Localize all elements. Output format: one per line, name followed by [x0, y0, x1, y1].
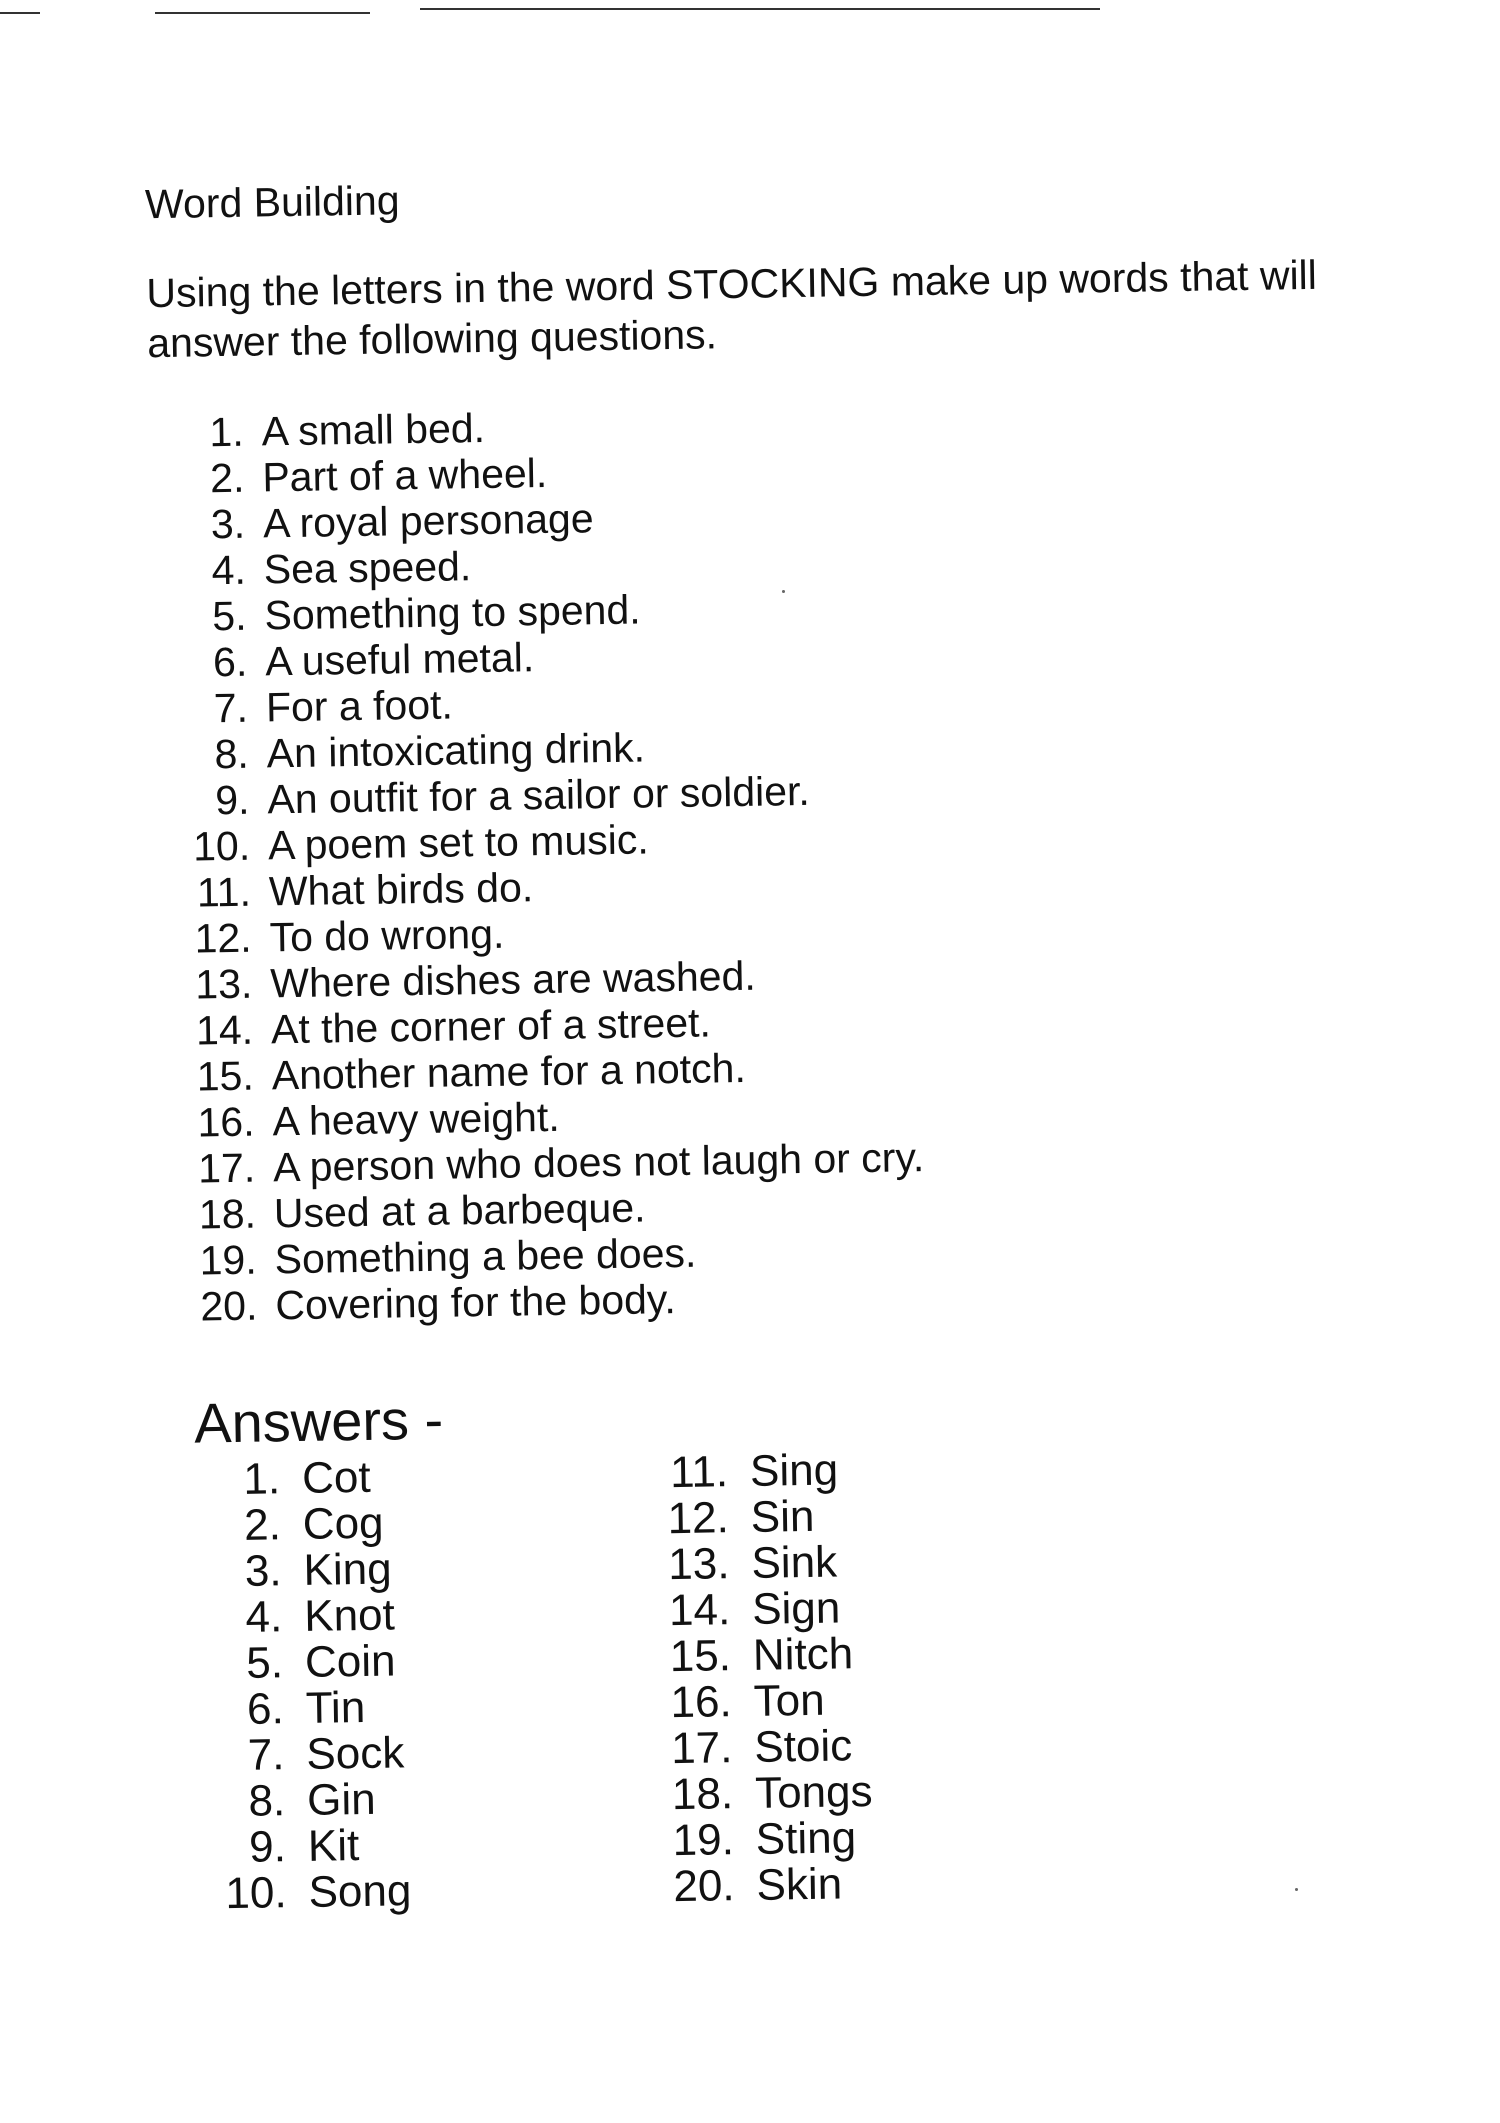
answer-item: [205, 1776, 410, 1825]
question-text: A useful metal.: [264, 634, 535, 685]
question-number: 16.: [197, 1098, 255, 1146]
answer-text: King: [303, 1544, 392, 1595]
answer-item: [200, 1454, 405, 1503]
answer-item: [206, 1868, 411, 1917]
answer-number: 16.: [670, 1677, 733, 1728]
answer-number: 14.: [668, 1585, 731, 1636]
answer-number: 12.: [667, 1493, 730, 1544]
answer-text: Cog: [302, 1498, 384, 1549]
question-text: Used at a barbeque.: [273, 1184, 646, 1237]
answer-text: Sting: [755, 1813, 857, 1864]
question-text: Another name for a notch.: [271, 1044, 747, 1099]
question-number: 10.: [192, 822, 251, 870]
answer-number: 15.: [669, 1631, 732, 1682]
answer-text: Sock: [306, 1728, 405, 1779]
question-text: A person who does not laugh or cry.: [272, 1134, 925, 1191]
answer-text: Kit: [307, 1821, 360, 1871]
question-number: 9.: [214, 776, 250, 824]
answer-number: 20.: [672, 1861, 735, 1912]
answers-list-left: [200, 1454, 412, 1917]
instructions-text: Using the letters in the word STOCKING make up words that will answer the following questions.: [146, 251, 1318, 367]
answer-text: Song: [308, 1866, 412, 1917]
question-number: 6.: [212, 638, 248, 686]
scan-speck: [782, 590, 785, 593]
answer-item: [206, 1822, 411, 1871]
question-number: 3.: [210, 500, 246, 548]
page-title: Word Building: [144, 177, 400, 228]
answer-text: Skin: [756, 1859, 843, 1910]
answer-text: Cot: [301, 1452, 371, 1503]
question-text: To do wrong.: [269, 910, 505, 961]
question-text: An intoxicating drink.: [266, 724, 646, 777]
answer-item: [654, 1861, 874, 1910]
answer-item: [204, 1730, 409, 1779]
answers-list-right: [648, 1447, 875, 1910]
question-text: Covering for the body.: [275, 1276, 677, 1329]
answer-text: Coin: [304, 1636, 396, 1687]
answer-number: 6.: [246, 1684, 285, 1734]
answer-number: 5.: [245, 1638, 284, 1688]
question-number: 7.: [213, 684, 249, 732]
answer-text: Tin: [305, 1682, 366, 1733]
answer-number: 13.: [667, 1539, 730, 1590]
answer-item: [203, 1638, 408, 1687]
answer-text: Stoic: [753, 1721, 853, 1772]
question-number: 11.: [196, 868, 252, 916]
question-text: For a foot.: [265, 681, 454, 731]
answer-text: Sin: [750, 1491, 815, 1542]
question-number: 15.: [196, 1052, 255, 1100]
question-number: 1.: [209, 408, 245, 456]
question-text: A poem set to music.: [267, 816, 650, 869]
question-text: A heavy weight.: [272, 1093, 560, 1145]
question-text: What birds do.: [268, 864, 534, 915]
question-text: Where dishes are washed.: [269, 952, 757, 1007]
answer-number: 19.: [672, 1815, 735, 1866]
question-number: 2.: [209, 454, 245, 502]
question-text: Something a bee does.: [274, 1229, 697, 1283]
answer-item: [652, 1723, 872, 1772]
answer-item: [648, 1493, 868, 1542]
answer-item: [200, 1500, 405, 1549]
question-text: A small bed.: [261, 404, 486, 455]
answer-item: [202, 1592, 407, 1641]
answer-item: [653, 1769, 873, 1818]
answer-number: 4.: [245, 1592, 283, 1642]
question-text: At the corner of a street.: [270, 999, 712, 1053]
answer-item: [649, 1539, 869, 1588]
answer-number: 3.: [244, 1546, 282, 1596]
question-number: 8.: [214, 730, 250, 778]
scan-speck: [1295, 1888, 1298, 1891]
answer-number: 1.: [243, 1454, 281, 1504]
question-number: 13.: [194, 960, 253, 1008]
answer-number: 7.: [247, 1730, 285, 1780]
question-text: Something to spend.: [264, 586, 641, 639]
question-number: 19.: [199, 1236, 258, 1284]
answer-text: Gin: [306, 1774, 377, 1825]
answer-text: Knot: [303, 1590, 396, 1641]
answer-item: [651, 1631, 871, 1680]
answer-number: 18.: [671, 1769, 734, 1820]
question-text: Part of a wheel.: [262, 449, 548, 501]
answer-text: Nitch: [752, 1629, 854, 1680]
answer-item: [653, 1815, 873, 1864]
question-text: A royal personage: [262, 495, 594, 547]
answer-item: [648, 1447, 868, 1496]
answer-number: 2.: [243, 1500, 282, 1550]
question-text: An outfit for a sailor or soldier.: [267, 767, 811, 823]
answer-item: [651, 1677, 871, 1726]
answer-number: 10.: [225, 1868, 287, 1919]
answer-text: Sing: [749, 1445, 839, 1496]
answer-item: [650, 1585, 870, 1634]
answer-number: 8.: [248, 1776, 286, 1826]
answer-number: 11.: [669, 1447, 729, 1498]
answer-text: Tongs: [754, 1767, 873, 1818]
question-number: 4.: [211, 546, 247, 594]
question-number: 12.: [194, 914, 252, 962]
question-number: 17.: [197, 1144, 256, 1192]
answer-text: Ton: [753, 1675, 825, 1726]
answer-number: 17.: [670, 1723, 733, 1774]
question-text: Sea speed.: [263, 543, 472, 593]
answers-heading: Answers -: [193, 1387, 444, 1455]
questions-list: [163, 398, 926, 1330]
answer-item: [201, 1546, 406, 1595]
answer-item: [203, 1684, 408, 1733]
question-number: 18.: [198, 1190, 257, 1238]
question-number: 5.: [211, 592, 247, 640]
question-number: 14.: [195, 1006, 254, 1054]
answer-number: 9.: [248, 1822, 287, 1872]
question-number: 20.: [200, 1282, 258, 1330]
answer-text: Sink: [751, 1537, 838, 1588]
answer-text: Sign: [751, 1583, 841, 1634]
